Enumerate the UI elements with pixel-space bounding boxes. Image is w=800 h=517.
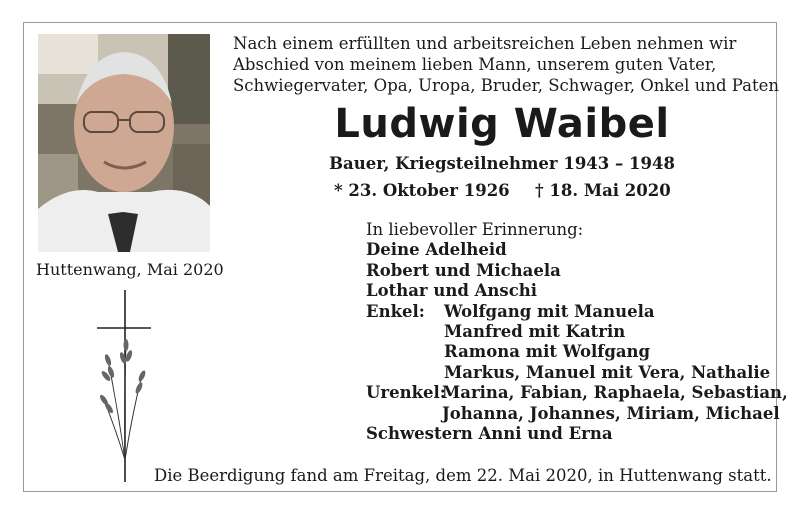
photo-caption: Huttenwang, Mai 2020 [36,260,224,279]
mourners-intro: In liebevoller Erinnerung: [366,220,584,239]
great-grandchildren-group [366,383,786,424]
mourner-line: Lothar und Anschi [366,281,538,301]
funeral-notice: Die Beerdigung fand am Freitag, dem 22. Mai 2020, in Huttenwang statt. [154,466,772,485]
deceased-occupation: Bauer, Kriegsteilnehmer 1943 – 1948 [329,154,675,173]
intro-line: Abschied von meinem lieben Mann, unserem guten Vater, [233,55,717,74]
cross-with-wheat-icon [94,290,156,485]
intro-line: Schwiegervater, Opa, Uropa, Bruder, Schwager, Onkel und Paten [233,76,779,95]
mourners-list [366,220,786,444]
portrait-photo [38,34,210,252]
great-grandchildren-line: Johanna, Johannes, Miriam, Michael [442,403,780,423]
great-grandchildren-label: Urenkel: [366,383,446,403]
grandchildren-label: Enkel: [366,301,425,321]
intro-text [233,33,779,96]
mourner-line: Robert und Michaela [366,260,561,280]
death-date: † 18. Mai 2020 [535,181,671,200]
grandchildren-line: Manfred mit Katrin [444,322,626,342]
intro-line: Nach einem erfüllten und arbeitsreichen Leben nehmen wir [233,34,737,53]
deceased-name: Ludwig Waibel [334,101,670,147]
siblings-line: Schwestern Anni und Erna [366,424,613,444]
birth-date: * 23. Oktober 1926 [334,181,510,200]
grandchildren-line: Ramona mit Wolfgang [444,342,651,362]
grandchildren-group [366,302,786,384]
mourner-line: Deine Adelheid [366,240,507,260]
great-grandchildren-line: Marina, Fabian, Raphaela, Sebastian, [442,383,788,403]
grandchildren-line: Markus, Manuel mit Vera, Nathalie [444,362,771,382]
grandchildren-line: Wolfgang mit Manuela [444,301,655,321]
